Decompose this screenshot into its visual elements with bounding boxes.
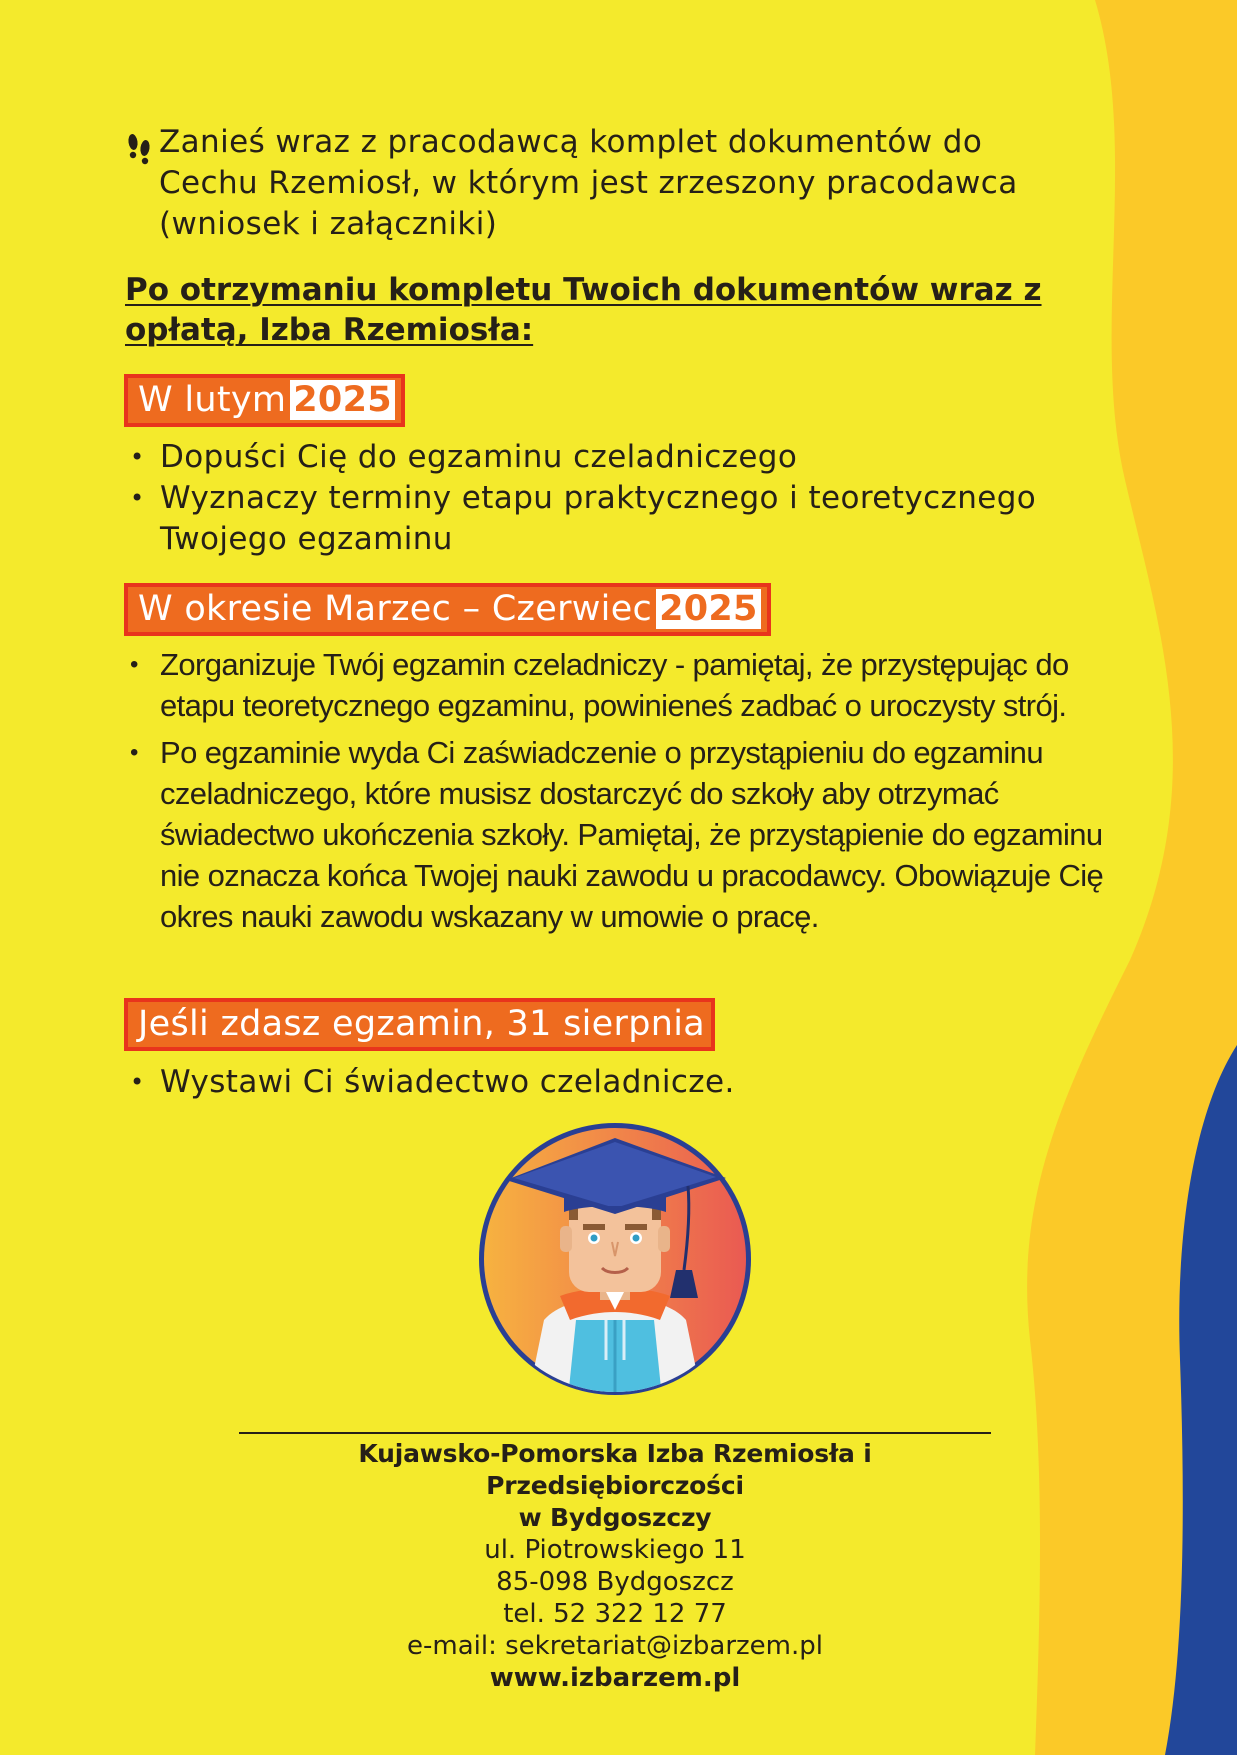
lead-heading: Po otrzymaniu kompletu Twoich dokumentów wraz z opłatą, Izba Rzemiosła: — [125, 272, 1042, 348]
section-heading-text: W lutym — [138, 380, 287, 420]
section-heading-year: 2025 — [656, 589, 761, 629]
section-heading-text: W okresie Marzec – Czerwiec — [138, 589, 653, 629]
list-item: • Dopuści Cię do egzaminu czeladniczego — [130, 437, 1110, 478]
phone-number: tel. 52 322 12 77 — [503, 1599, 727, 1629]
footprints-icon — [125, 128, 153, 168]
website-link[interactable]: www.izbarzem.pl — [489, 1663, 741, 1693]
list-item: • Wystawi Ci świadectwo czeladnicze. — [130, 1062, 1090, 1103]
postal-city: 85-098 Bydgoszcz — [496, 1567, 734, 1597]
graduate-avatar-icon — [476, 1120, 754, 1398]
list-item: • Po egzaminie wyda Ci zaświadczenie o przystąpieniu do egzaminu czeladniczego, które musisz dostarczyć do szkoły aby otrzymać świadectwo ukończenia szkoły. Pamiętaj, że przystąpienie do egzaminu nie oznacza końca Twojej nauki zawodu u pracodawcy. Obowiązuje Cię okres nauki zawodu wskazany w umowie o pracę. — [130, 732, 1105, 937]
section-heading-february — [124, 374, 405, 427]
footer-contact — [230, 1432, 1000, 1694]
intro-text: Zanieś wraz z pracodawcą komplet dokumentów do Cechu Rzemiosł, w którym jest zrzeszony pracodawca (wniosek i załączniki) — [159, 124, 1018, 242]
section-heading-year: 2025 — [290, 380, 395, 420]
section-list-february — [130, 437, 1110, 560]
intro-paragraph — [125, 122, 1085, 245]
organization-name: Kujawsko-Pomorska Izba Rzemiosła i Przedsiębiorczości — [358, 1439, 872, 1500]
organization-city: w Bydgoszczy — [518, 1503, 712, 1532]
list-item: • Wyznaczy terminy etapu praktycznego i teoretycznego Twojego egzaminu — [130, 478, 1110, 560]
section-heading-march-june — [124, 583, 771, 636]
section-heading-exam-passed — [124, 998, 715, 1051]
section-list-exam-passed — [130, 1062, 1090, 1103]
list-item: • Zorganizuje Twój egzamin czeladniczy - pamiętaj, że przystępując do etapu teoretycznego egzaminu, powinieneś zadbać o uroczysty strój. — [130, 644, 1105, 726]
street-address: ul. Piotrowskiego 11 — [484, 1535, 746, 1565]
footer-divider — [239, 1432, 991, 1434]
section-list-march-june — [130, 644, 1105, 937]
email-address[interactable]: e-mail: sekretariat@izbarzem.pl — [407, 1631, 823, 1661]
section-heading-text: Jeśli zdasz egzamin, 31 sierpnia — [138, 1004, 705, 1044]
